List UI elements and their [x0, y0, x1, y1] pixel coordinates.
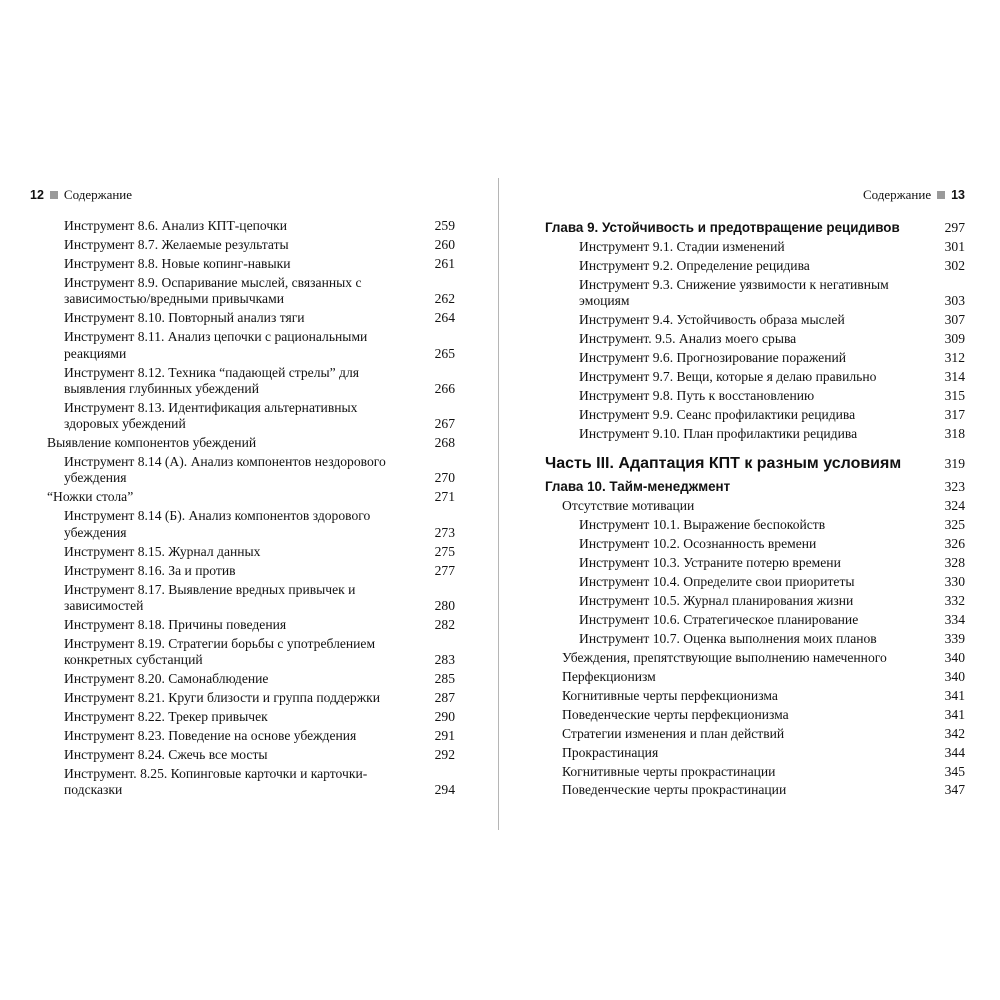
- toc-entry: [30, 310, 455, 326]
- toc-entry-title: Инструмент 8.24. Сжечь все мосты: [64, 747, 268, 763]
- toc-entry-title: Инструмент 8.16. За и против: [64, 562, 236, 578]
- toc-entry-page-number: 294: [434, 782, 455, 798]
- right-page-number: 13: [951, 188, 965, 202]
- toc-entry-title: Инструмент 8.17. Выявление вредных привычек и зависимостей: [64, 581, 356, 613]
- toc-entry-page-number: 262: [434, 291, 455, 307]
- toc-entry: [30, 766, 455, 799]
- toc-entry-title: Инструмент 8.14 (Б). Анализ компонентов здорового убеждения: [64, 508, 371, 540]
- toc-entry: [30, 489, 455, 505]
- toc-entry-page-number: 318: [944, 426, 965, 442]
- toc-entry-page-number: 280: [434, 597, 455, 613]
- toc-entry: [545, 631, 965, 647]
- toc-entry: [545, 312, 965, 328]
- toc-entry-page-number: 307: [944, 312, 965, 328]
- toc-entry: [545, 782, 965, 798]
- toc-entry-title: Инструмент 10.3. Устраните потерю времени: [579, 554, 841, 570]
- toc-entry-page-number: 340: [944, 668, 965, 684]
- left-running-head: [30, 186, 455, 204]
- toc-entry-page-number: 292: [434, 747, 455, 763]
- toc-entry-title: Инструмент 9.4. Устойчивость образа мыслей: [579, 312, 845, 328]
- toc-entry: [30, 400, 455, 433]
- toc-entry-title: Инструмент 8.6. Анализ КПТ-цепочки: [64, 218, 288, 233]
- toc-entry-title: Глава 10. Тайм-менеджмент: [545, 478, 731, 494]
- toc-entry: [545, 239, 965, 255]
- toc-entry-title: Прокрастинация: [562, 744, 659, 760]
- toc-entry: [30, 747, 455, 763]
- toc-entry-page-number: 345: [944, 763, 965, 779]
- toc-entry-title: Инструмент 9.1. Стадии изменений: [579, 238, 785, 254]
- toc-entry: [545, 498, 965, 514]
- toc-entry: [30, 617, 455, 633]
- toc-entry-page-number: 265: [434, 345, 455, 361]
- toc-entry-title: Инструмент 8.21. Круги близости и группа поддержки: [64, 690, 381, 706]
- toc-entry-title: Инструмент 9.6. Прогнозирование поражений: [579, 350, 847, 366]
- toc-entry-title: Поведенческие черты перфекционизма: [562, 706, 789, 722]
- toc-entry-title: Инструмент 10.1. Выражение беспокойств: [579, 516, 826, 532]
- toc-entry-page-number: 264: [434, 310, 455, 326]
- toc-entry-page-number: 330: [944, 573, 965, 589]
- toc-entry-page-number: 283: [434, 652, 455, 668]
- toc-entry-title: Инструмент 10.5. Журнал планирования жизни: [579, 592, 854, 608]
- toc-entry: [545, 350, 965, 366]
- toc-entry-title: Инструмент 9.3. Снижение уязвимости к негативным эмоциям: [579, 276, 889, 309]
- toc-entry-page-number: 315: [944, 388, 965, 404]
- toc-entry-title: Когнитивные черты прокрастинации: [562, 763, 776, 779]
- toc-entry-page-number: 290: [434, 709, 455, 725]
- square-bullet-icon: [50, 191, 58, 199]
- toc-entry: [545, 536, 965, 552]
- toc-entry: [545, 612, 965, 628]
- toc-entry: [30, 275, 455, 308]
- right-page: [545, 186, 965, 801]
- toc-entry-page-number: 285: [434, 671, 455, 687]
- toc-entry: [30, 218, 455, 234]
- left-running-title: Содержание: [63, 187, 133, 202]
- toc-entry-title: Инструмент 10.2. Осознанность времени: [579, 535, 817, 551]
- toc-entry-title: Инструмент. 8.25. Копинговые карточки и карточки-подсказки: [64, 766, 368, 798]
- toc-entry: [30, 508, 455, 541]
- toc-entry: [30, 563, 455, 579]
- right-running-head: [545, 186, 965, 204]
- toc-entry-page-number: 328: [944, 554, 965, 570]
- toc-entry-page-number: 347: [944, 782, 965, 798]
- toc-entry-page-number: 332: [944, 592, 965, 608]
- toc-entry-title: Инструмент 10.6. Стратегическое планирование: [579, 611, 859, 627]
- toc-entry: [30, 237, 455, 253]
- left-page-number: 12: [30, 188, 44, 202]
- toc-entry-page-number: 275: [434, 543, 455, 559]
- toc-entry-title: Отсутствие мотивации: [562, 497, 695, 513]
- page-gutter-divider: [498, 178, 499, 830]
- toc-entry-title: Инструмент 10.4. Определите свои приоритеты: [579, 573, 855, 589]
- toc-entry-page-number: 271: [434, 489, 455, 505]
- toc-entry-title: Инструмент 8.8. Новые копинг-навыки: [64, 255, 291, 271]
- right-running-title: Содержание: [862, 187, 932, 202]
- toc-entry-title: Часть III. Адаптация КПТ к разным условиям: [545, 455, 902, 473]
- toc-entry-page-number: 268: [434, 435, 455, 451]
- toc-entry: [30, 454, 455, 487]
- left-page: [30, 186, 455, 801]
- toc-chapter-entry: [545, 220, 965, 236]
- toc-entry-page-number: 297: [944, 220, 965, 235]
- toc-entry-page-number: 266: [434, 380, 455, 396]
- toc-entry-page-number: 342: [944, 725, 965, 741]
- toc-entry-page-number: 339: [944, 630, 965, 646]
- toc-entry-page-number: 260: [434, 236, 455, 252]
- toc-entry-page-number: 261: [434, 255, 455, 271]
- toc-entry-page-number: 324: [944, 497, 965, 513]
- toc-entry-title: Инструмент 8.19. Стратегии борьбы с употреблением конкретных субстанций: [64, 635, 376, 668]
- toc-entry-title: Инструмент 10.7. Оценка выполнения моих планов: [579, 630, 877, 646]
- toc-part-entry: [545, 456, 965, 472]
- toc-entry-title: Инструмент 8.11. Анализ цепочки с рациональными реакциями: [64, 329, 368, 361]
- toc-entry-page-number: 314: [944, 369, 965, 385]
- toc-entry: [545, 688, 965, 704]
- toc-entry-title: Инструмент 9.8. Путь к восстановлению: [579, 388, 815, 404]
- toc-entry: [545, 669, 965, 685]
- toc-entry-title: Инструмент 8.20. Самонаблюдение: [64, 671, 269, 687]
- right-toc-list: [545, 220, 965, 799]
- toc-entry-page-number: 282: [434, 616, 455, 632]
- toc-entry-page-number: 267: [434, 416, 455, 432]
- toc-entry-page-number: 344: [944, 744, 965, 760]
- toc-entry-page-number: 270: [434, 470, 455, 486]
- toc-entry-title: Инструмент 8.12. Техника “падающей стрелы” для выявления глубинных убеждений: [64, 364, 360, 396]
- toc-entry: [30, 329, 455, 362]
- toc-entry-page-number: 319: [944, 456, 965, 472]
- toc-entry-title: Инструмент 8.9. Оспаривание мыслей, связанных с зависимостью/вредными привычками: [64, 274, 362, 307]
- toc-entry: [30, 435, 455, 451]
- toc-entry: [545, 517, 965, 533]
- toc-entry-title: Инструмент 9.7. Вещи, которые я делаю правильно: [579, 369, 877, 385]
- toc-entry-page-number: 309: [944, 331, 965, 347]
- toc-entry: [30, 728, 455, 744]
- toc-entry-title: Инструмент 9.2. Определение рецидива: [579, 257, 810, 273]
- toc-entry: [545, 593, 965, 609]
- square-bullet-icon: [937, 191, 945, 199]
- toc-entry: [545, 726, 965, 742]
- toc-entry-page-number: 259: [434, 218, 455, 233]
- toc-chapter-entry: [545, 479, 965, 495]
- toc-entry-title: Стратегии изменения и план действий: [562, 725, 785, 741]
- toc-entry-title: Когнитивные черты перфекционизма: [562, 687, 778, 703]
- toc-entry-page-number: 301: [944, 238, 965, 254]
- toc-entry: [545, 426, 965, 442]
- toc-entry: [30, 544, 455, 560]
- toc-entry-page-number: 317: [944, 407, 965, 423]
- toc-entry-title: Инструмент 8.18. Причины поведения: [64, 616, 287, 632]
- toc-entry-page-number: 302: [944, 257, 965, 273]
- toc-entry: [545, 555, 965, 571]
- toc-entry: [545, 388, 965, 404]
- toc-entry-title: “Ножки стола”: [47, 489, 134, 505]
- toc-entry-title: Инструмент 9.10. План профилактики рецидива: [579, 426, 858, 442]
- toc-entry: [545, 707, 965, 723]
- toc-entry: [30, 671, 455, 687]
- toc-entry-page-number: 334: [944, 611, 965, 627]
- toc-entry-title: Перфекционизм: [562, 668, 656, 684]
- toc-entry-title: Инструмент 8.10. Повторный анализ тяги: [64, 310, 305, 326]
- toc-entry: [30, 582, 455, 615]
- toc-entry-title: Инструмент 8.22. Трекер привычек: [64, 709, 268, 725]
- toc-entry: [30, 365, 455, 398]
- toc-entry-title: Инструмент 8.23. Поведение на основе убеждения: [64, 728, 357, 744]
- toc-entry-title: Инструмент 8.7. Желаемые результаты: [64, 236, 289, 252]
- toc-entry-page-number: 326: [944, 535, 965, 551]
- toc-entry-title: Убеждения, препятствующие выполнению намеченного: [562, 649, 887, 665]
- toc-entry: [545, 277, 965, 310]
- toc-entry-title: Глава 9. Устойчивость и предотвращение рецидивов: [545, 220, 900, 235]
- toc-entry: [30, 709, 455, 725]
- toc-entry: [30, 690, 455, 706]
- toc-entry-page-number: 340: [944, 649, 965, 665]
- toc-entry-page-number: 312: [944, 350, 965, 366]
- toc-entry-page-number: 341: [944, 706, 965, 722]
- toc-entry-title: Инструмент 8.15. Журнал данных: [64, 543, 261, 559]
- toc-entry: [545, 258, 965, 274]
- toc-entry: [545, 331, 965, 347]
- toc-entry-title: Поведенческие черты прокрастинации: [562, 782, 787, 798]
- toc-entry: [545, 650, 965, 666]
- toc-entry: [545, 764, 965, 780]
- toc-entry-page-number: 287: [434, 690, 455, 706]
- toc-entry-page-number: 273: [434, 524, 455, 540]
- toc-entry: [545, 745, 965, 761]
- toc-entry-title: Инструмент 9.9. Сеанс профилактики рецидива: [579, 407, 856, 423]
- toc-entry-title: Выявление компонентов убеждений: [47, 435, 257, 451]
- toc-entry-page-number: 303: [944, 293, 965, 309]
- toc-entry-title: Инструмент 8.13. Идентификация альтернативных здоровых убеждений: [64, 399, 358, 432]
- toc-entry-page-number: 277: [434, 562, 455, 578]
- toc-entry: [545, 407, 965, 423]
- toc-entry-title: Инструмент 8.14 (А). Анализ компонентов нездорового убеждения: [64, 454, 386, 486]
- toc-entry-page-number: 341: [944, 687, 965, 703]
- toc-entry: [545, 574, 965, 590]
- left-toc-list: [30, 218, 455, 799]
- toc-entry-page-number: 323: [944, 478, 965, 494]
- toc-entry: [545, 369, 965, 385]
- toc-entry: [30, 636, 455, 669]
- toc-entry: [30, 256, 455, 272]
- toc-entry-page-number: 291: [434, 728, 455, 744]
- toc-entry-title: Инструмент. 9.5. Анализ моего срыва: [579, 331, 797, 347]
- toc-entry-page-number: 325: [944, 516, 965, 532]
